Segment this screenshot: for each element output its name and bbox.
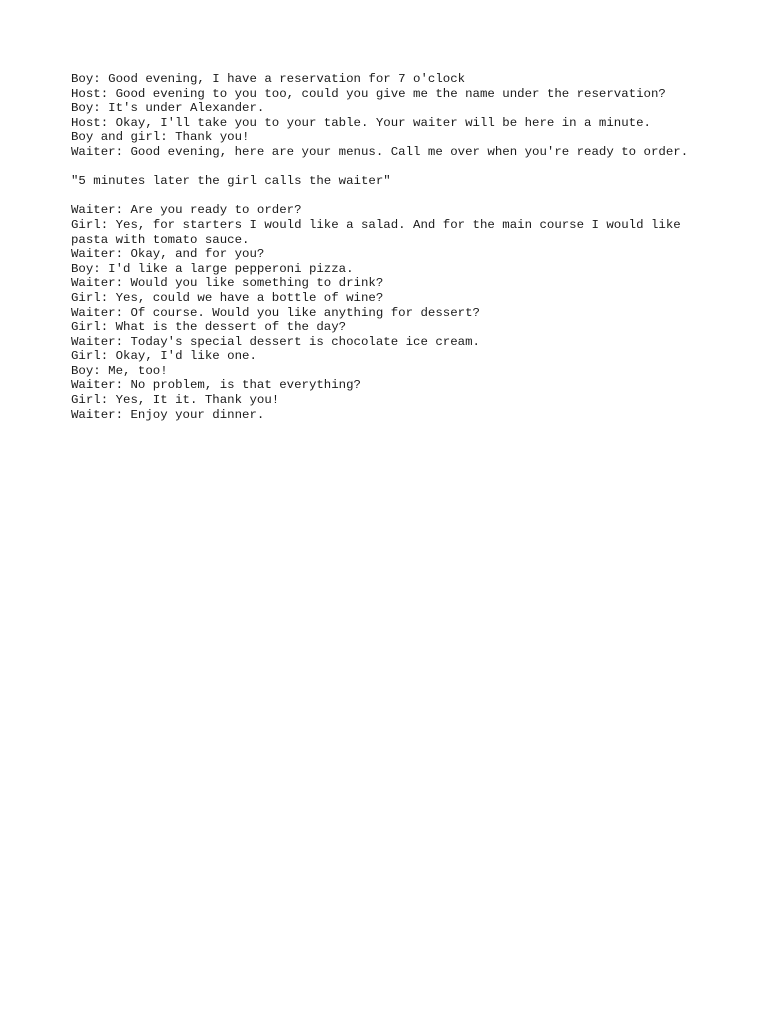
dialogue-line: Girl: What is the dessert of the day?: [71, 320, 347, 335]
dialogue-line: Boy and girl: Thank you!: [71, 130, 250, 145]
dialogue-line: Waiter: Good evening, here are your menus. Call me over when you're ready to order.: [71, 144, 689, 159]
blank-line: [71, 160, 731, 175]
dialogue-line: Boy: I'd like a large pepperoni pizza.: [71, 261, 354, 276]
dialogue-line: Waiter: Are you ready to order?: [71, 203, 302, 218]
dialogue-line: Girl: Okay, I'd like one.: [71, 349, 257, 364]
dialogue-line: Waiter: Okay, and for you?: [71, 247, 265, 262]
dialogue-line: Waiter: Enjoy your dinner.: [71, 407, 265, 422]
dialogue-line: Waiter: Would you like something to drink?: [71, 276, 384, 291]
dialogue-block-ordering: [71, 203, 731, 422]
dialogue-line: Waiter: No problem, is that everything?: [71, 378, 361, 393]
dialogue-line: Girl: Yes, It it. Thank you!: [71, 393, 280, 408]
document-page: [71, 72, 731, 422]
dialogue-line: Girl: Yes, could we have a bottle of wine?: [71, 290, 384, 305]
dialogue-block-arrival: [71, 72, 731, 160]
dialogue-line: Boy: Me, too!: [71, 363, 168, 378]
dialogue-line: Host: Good evening to you too, could you give me the name under the reservation?: [71, 86, 666, 101]
dialogue-line: Boy: It's under Alexander.: [71, 101, 265, 116]
dialogue-line: Waiter: Today's special dessert is chocolate ice cream.: [71, 334, 480, 349]
dialogue-line: Waiter: Of course. Would you like anything for dessert?: [71, 305, 480, 320]
narration-line: "5 minutes later the girl calls the waiter": [71, 174, 391, 189]
blank-line: [71, 189, 731, 204]
dialogue-line: Girl: Yes, for starters I would like a salad. And for the main course I would like: [71, 217, 681, 232]
dialogue-line: pasta with tomato sauce.: [71, 232, 250, 247]
dialogue-line: Boy: Good evening, I have a reservation for 7 o'clock: [71, 72, 466, 86]
dialogue-line: Host: Okay, I'll take you to your table. Your waiter will be here in a minute.: [71, 115, 651, 130]
